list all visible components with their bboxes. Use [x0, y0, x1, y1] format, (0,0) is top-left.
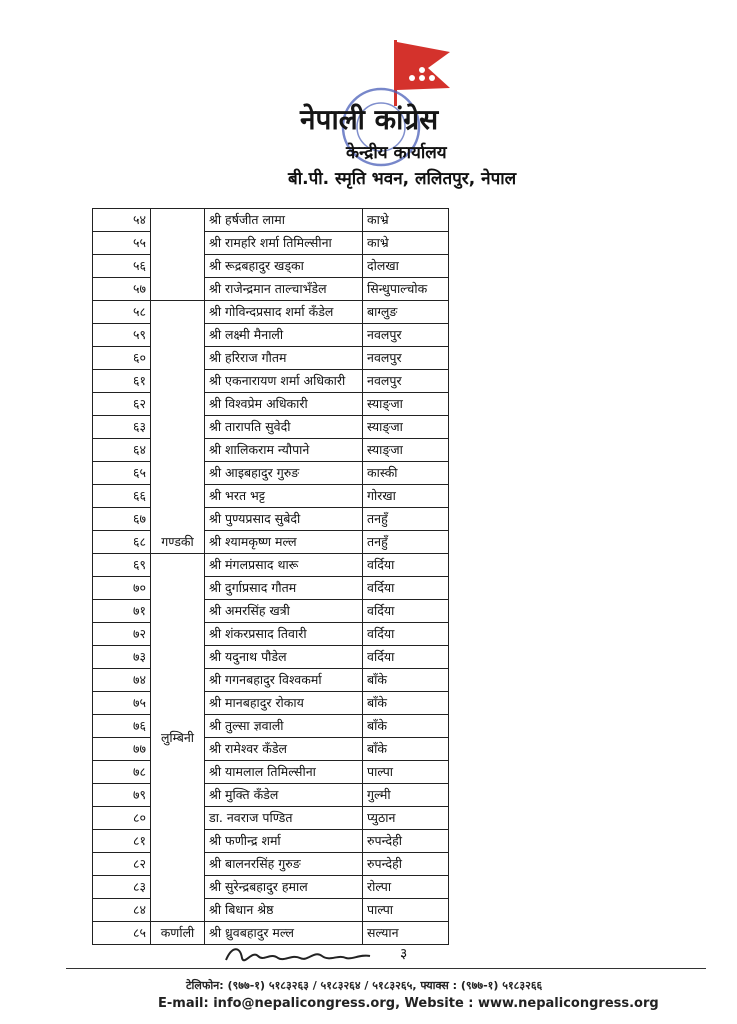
serial-number: ६३: [93, 416, 151, 439]
district-name: काभ्रे: [363, 232, 449, 255]
member-name: श्री रामेश्वर कँडेल: [205, 738, 363, 761]
serial-number: ६४: [93, 439, 151, 462]
table-row: [93, 577, 449, 600]
table-row: [93, 784, 449, 807]
district-name: कास्की: [363, 462, 449, 485]
member-name: श्री फणीन्द्र शर्मा: [205, 830, 363, 853]
table-row: [93, 623, 449, 646]
table-row: [93, 209, 449, 232]
district-name: रुपन्देही: [363, 853, 449, 876]
district-name: प्युठान: [363, 807, 449, 830]
district-name: नवलपुर: [363, 370, 449, 393]
table-row: [93, 485, 449, 508]
province-lumbini: लुम्बिनी: [151, 554, 205, 922]
serial-number: ७६: [93, 715, 151, 738]
serial-number: ७३: [93, 646, 151, 669]
table-row: [93, 531, 449, 554]
table-row: [93, 692, 449, 715]
district-name: तनहुँ: [363, 531, 449, 554]
district-name: स्याङ्जा: [363, 416, 449, 439]
serial-number: ५९: [93, 324, 151, 347]
email-website-line: E-mail: info@nepalicongress.org, Website : www.nepalicongress.org: [158, 996, 659, 1011]
district-name: दोलखा: [363, 255, 449, 278]
district-name: बाँके: [363, 669, 449, 692]
province-cell: [151, 209, 205, 301]
table-row: [93, 439, 449, 462]
member-name: श्री हरिराज गौतम: [205, 347, 363, 370]
table-row: [93, 554, 449, 577]
district-name: रुपन्देही: [363, 830, 449, 853]
district-name: तनहुँ: [363, 508, 449, 531]
member-name: श्री बालनरसिंह गुरुङ: [205, 853, 363, 876]
member-name: श्री श्यामकृष्ण मल्ल: [205, 531, 363, 554]
district-name: वर्दिया: [363, 623, 449, 646]
serial-number: ८३: [93, 876, 151, 899]
member-name: श्री मुक्ति कँडेल: [205, 784, 363, 807]
serial-number: ७०: [93, 577, 151, 600]
table-row: [93, 807, 449, 830]
serial-number: ६१: [93, 370, 151, 393]
serial-number: ६२: [93, 393, 151, 416]
table-row: [93, 508, 449, 531]
member-name: श्री पुण्यप्रसाद सुबेदी: [205, 508, 363, 531]
member-name: श्री लक्ष्मी मैनाली: [205, 324, 363, 347]
serial-number: ६८: [93, 531, 151, 554]
district-name: काभ्रे: [363, 209, 449, 232]
serial-number: ६७: [93, 508, 151, 531]
serial-number: ७८: [93, 761, 151, 784]
serial-number: ५४: [93, 209, 151, 232]
member-name: श्री शंकरप्रसाद तिवारी: [205, 623, 363, 646]
table-row: [93, 393, 449, 416]
district-name: वर्दिया: [363, 577, 449, 600]
serial-number: ८४: [93, 899, 151, 922]
serial-number: ७२: [93, 623, 151, 646]
district-name: गोरखा: [363, 485, 449, 508]
member-name: श्री आइबहादुर गुरुङ: [205, 462, 363, 485]
serial-number: ५६: [93, 255, 151, 278]
serial-number: ६६: [93, 485, 151, 508]
member-table: [92, 208, 449, 945]
table-row: [93, 876, 449, 899]
member-name: डा. नवराज पण्डित: [205, 807, 363, 830]
member-name: श्री तारापति सुवेदी: [205, 416, 363, 439]
member-name: श्री अमरसिंह खत्री: [205, 600, 363, 623]
serial-number: ५७: [93, 278, 151, 301]
serial-number: ८५: [93, 922, 151, 945]
table-row: [93, 462, 449, 485]
member-name: श्री दुर्गाप्रसाद गौतम: [205, 577, 363, 600]
table-row: [93, 324, 449, 347]
serial-number: ५५: [93, 232, 151, 255]
district-name: पाल्पा: [363, 899, 449, 922]
serial-number: ७९: [93, 784, 151, 807]
footer-divider: [66, 968, 706, 969]
organization-name: नेपाली कांग्रेस: [300, 103, 439, 136]
district-name: बाँके: [363, 692, 449, 715]
district-name: नवलपुर: [363, 324, 449, 347]
table-row: [93, 738, 449, 761]
table-row: [93, 370, 449, 393]
member-name: श्री मानबहादुर रोकाय: [205, 692, 363, 715]
member-name: श्री शालिकराम न्यौपाने: [205, 439, 363, 462]
serial-number: ८२: [93, 853, 151, 876]
serial-number: ७१: [93, 600, 151, 623]
table-row: [93, 669, 449, 692]
table-row: [93, 301, 449, 324]
serial-number: ७७: [93, 738, 151, 761]
member-name: श्री विश्वप्रेम अधिकारी: [205, 393, 363, 416]
member-name: श्री सुरेन्द्रबहादुर हमाल: [205, 876, 363, 899]
table-row: [93, 853, 449, 876]
district-name: बाँके: [363, 738, 449, 761]
table-row: [93, 899, 449, 922]
office-address: बी.पी. स्मृति भवन, ललितपुर, नेपाल: [288, 169, 517, 189]
member-name: श्री बिधान श्रेष्ठ: [205, 899, 363, 922]
district-name: रोल्पा: [363, 876, 449, 899]
table-row: [93, 761, 449, 784]
table-row: [93, 255, 449, 278]
province-gandaki: गण्डकी: [151, 301, 205, 554]
member-name: श्री मंगलप्रसाद थारू: [205, 554, 363, 577]
contact-line: टेलिफोन: (९७७-१) ५१८३२६३ / ५१८३२६४ / ५१८३२६५, फ्याक्स : (९७७-१) ५१८३२६६: [186, 979, 543, 992]
district-name: नवलपुर: [363, 347, 449, 370]
province-karnali: कर्णाली: [151, 922, 205, 945]
member-name: श्री रामहरि शर्मा तिमिल्सीना: [205, 232, 363, 255]
serial-number: ७४: [93, 669, 151, 692]
district-name: वर्दिया: [363, 600, 449, 623]
member-name: श्री गगनबहादुर विश्वकर्मा: [205, 669, 363, 692]
district-name: गुल्मी: [363, 784, 449, 807]
member-name: श्री राजेन्द्रमान ताल्चाभँडेल: [205, 278, 363, 301]
district-name: बाग्लुङ: [363, 301, 449, 324]
district-name: वर्दिया: [363, 554, 449, 577]
serial-number: ७५: [93, 692, 151, 715]
district-name: स्याङ्जा: [363, 393, 449, 416]
district-name: पाल्पा: [363, 761, 449, 784]
table-row: [93, 600, 449, 623]
table-row: [93, 347, 449, 370]
member-name: श्री गोविन्दप्रसाद शर्मा कँडेल: [205, 301, 363, 324]
office-name: केन्द्रीय कार्यालय: [346, 143, 447, 163]
table-row: [93, 232, 449, 255]
letterhead: [0, 0, 737, 200]
district-name: वर्दिया: [363, 646, 449, 669]
serial-number: ६०: [93, 347, 151, 370]
member-name: श्री यामलाल तिमिल्सीना: [205, 761, 363, 784]
member-name: श्री एकनारायण शर्मा अधिकारी: [205, 370, 363, 393]
serial-number: ८०: [93, 807, 151, 830]
district-name: स्याङ्जा: [363, 439, 449, 462]
district-name: सल्यान: [363, 922, 449, 945]
table-row: [93, 646, 449, 669]
serial-number: ५८: [93, 301, 151, 324]
serial-number: ८१: [93, 830, 151, 853]
district-name: बाँके: [363, 715, 449, 738]
member-name: श्री हर्षजीत लामा: [205, 209, 363, 232]
table-row: [93, 715, 449, 738]
member-name: श्री यदुनाथ पौडेल: [205, 646, 363, 669]
table-row: [93, 416, 449, 439]
member-name: श्री भरत भट्ट: [205, 485, 363, 508]
page-number: ३: [400, 946, 408, 962]
member-name: श्री तुल्सा ज्ञवाली: [205, 715, 363, 738]
member-name: श्री रूद्रबहादुर खड्का: [205, 255, 363, 278]
serial-number: ६५: [93, 462, 151, 485]
serial-number: ६९: [93, 554, 151, 577]
table-row: [93, 830, 449, 853]
district-name: सिन्धुपाल्चोक: [363, 278, 449, 301]
member-name: श्री ध्रुवबहादुर मल्ल: [205, 922, 363, 945]
table-row: [93, 278, 449, 301]
